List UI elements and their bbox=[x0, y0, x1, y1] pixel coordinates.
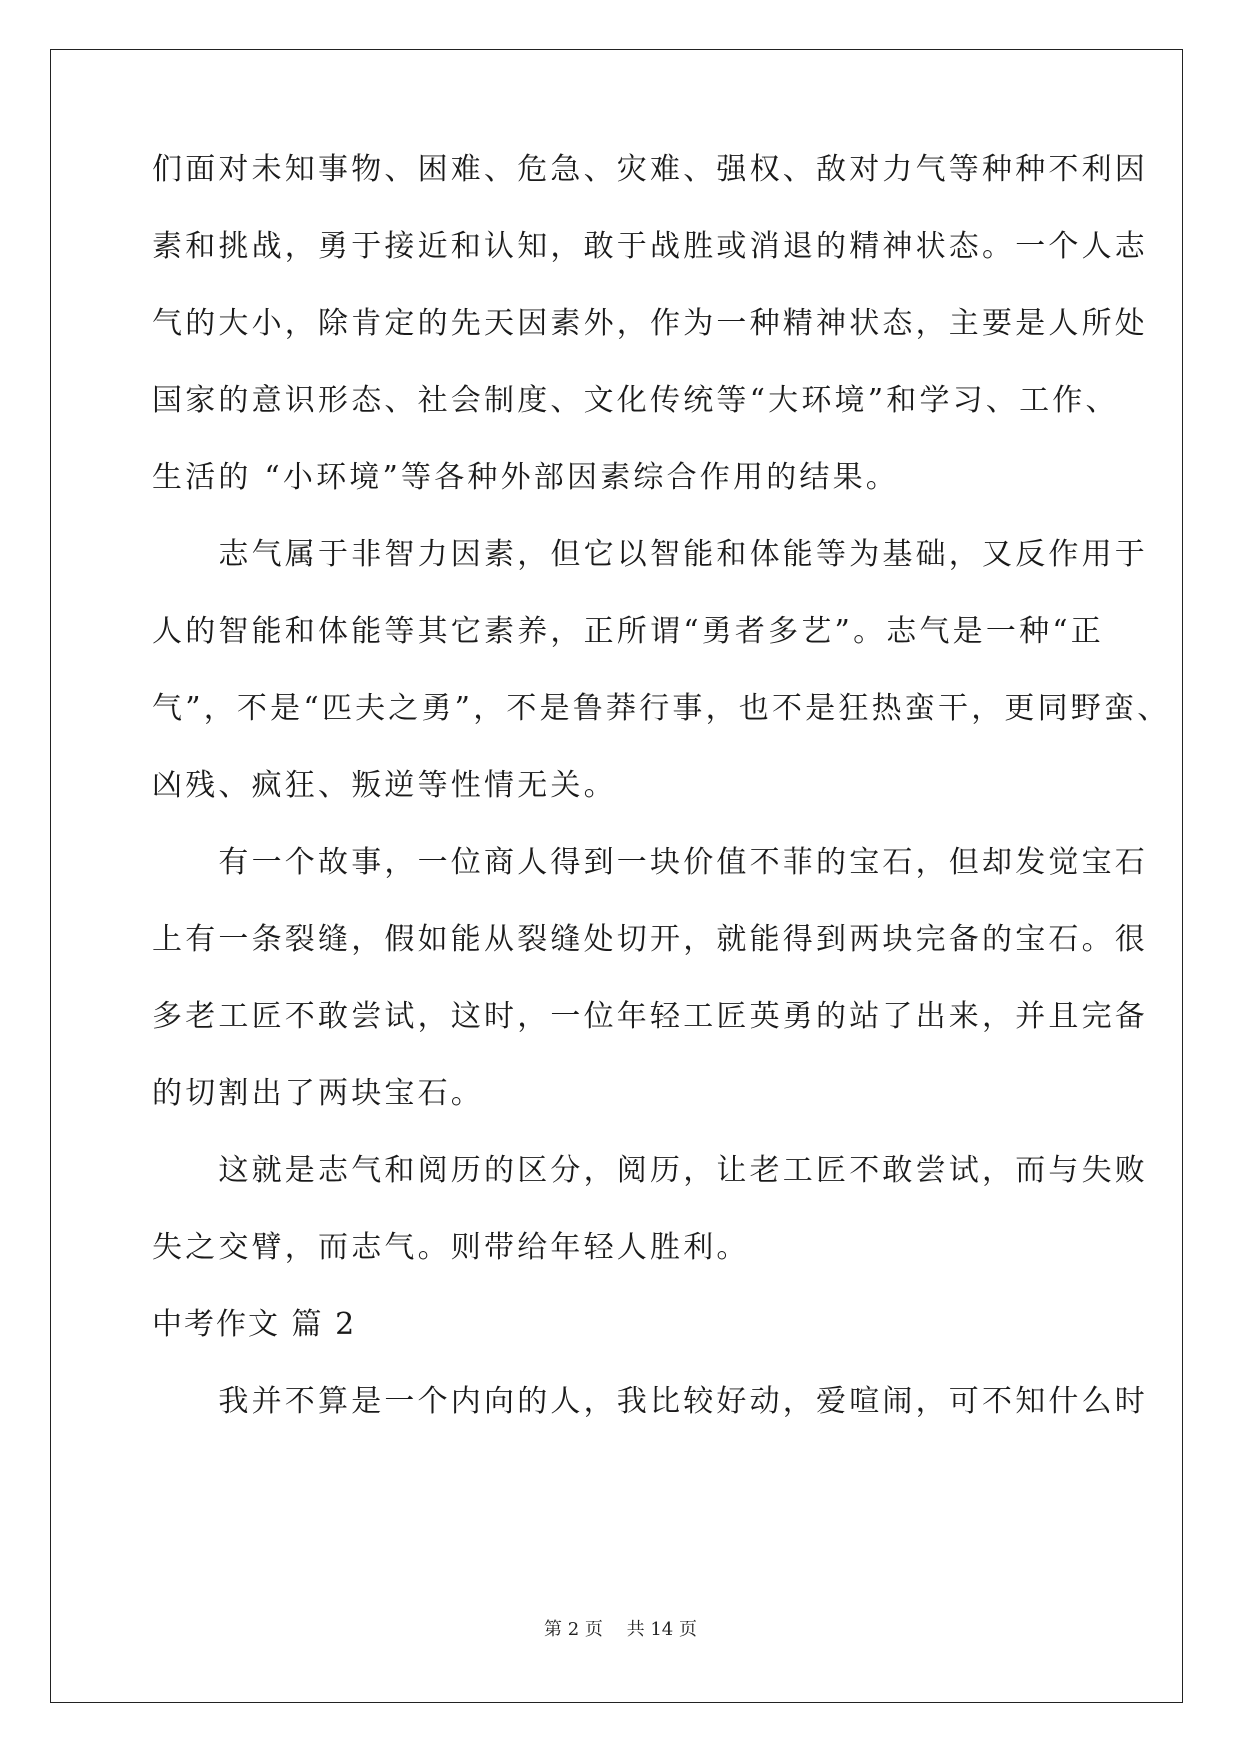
paragraph-start: 志气属于非智力因素，但它以智能和体能等为基础，又反作用于 bbox=[152, 537, 1148, 572]
text-line: 上有一条裂缝，假如能从裂缝处切开，就能得到两块完备的宝石。很 bbox=[152, 922, 1148, 957]
text-line: 凶残、疯狂、叛逆等性情无关。 bbox=[152, 768, 617, 803]
text-line: 气”，不是“匹夫之勇”，不是鲁莽行事，也不是狂热蛮干，更同野蛮、 bbox=[152, 691, 1171, 726]
text-line: 多老工匠不敢尝试，这时，一位年轻工匠英勇的站了出来，并且完备 bbox=[152, 999, 1148, 1034]
paragraph-start: 有一个故事，一位商人得到一块价值不菲的宝石，但却发觉宝石 bbox=[152, 845, 1148, 880]
paragraph-start: 这就是志气和阅历的区分，阅历，让老工匠不敢尝试，而与失败 bbox=[152, 1153, 1148, 1188]
text-line: 的切割出了两块宝石。 bbox=[152, 1076, 484, 1111]
text-line: 气的大小，除肯定的先天因素外，作为一种精神状态，主要是人所处 bbox=[152, 306, 1148, 341]
text-line: 们面对未知事物、困难、危急、灾难、强权、敌对力气等种种不利因 bbox=[152, 152, 1148, 187]
section-heading: 中考作文 篇 2 bbox=[152, 1307, 357, 1342]
text-line: 生活的 “小环境”等各种外部因素综合作用的结果。 bbox=[152, 460, 900, 495]
page-number: 第 2 页 共 14 页 bbox=[544, 1619, 697, 1640]
paragraph-start: 我并不算是一个内向的人，我比较好动，爱喧闹，可不知什么时 bbox=[152, 1384, 1148, 1419]
text-line: 失之交臂，而志气。则带给年轻人胜利。 bbox=[152, 1230, 750, 1265]
text-line: 人的智能和体能等其它素养，正所谓“勇者多艺”。志气是一种“正 bbox=[152, 614, 1105, 649]
text-line: 素和挑战，勇于接近和认知，敢于战胜或消退的精神状态。一个人志 bbox=[152, 229, 1148, 264]
text-line: 国家的意识形态、社会制度、文化传统等“大环境”和学习、工作、 bbox=[152, 383, 1119, 418]
